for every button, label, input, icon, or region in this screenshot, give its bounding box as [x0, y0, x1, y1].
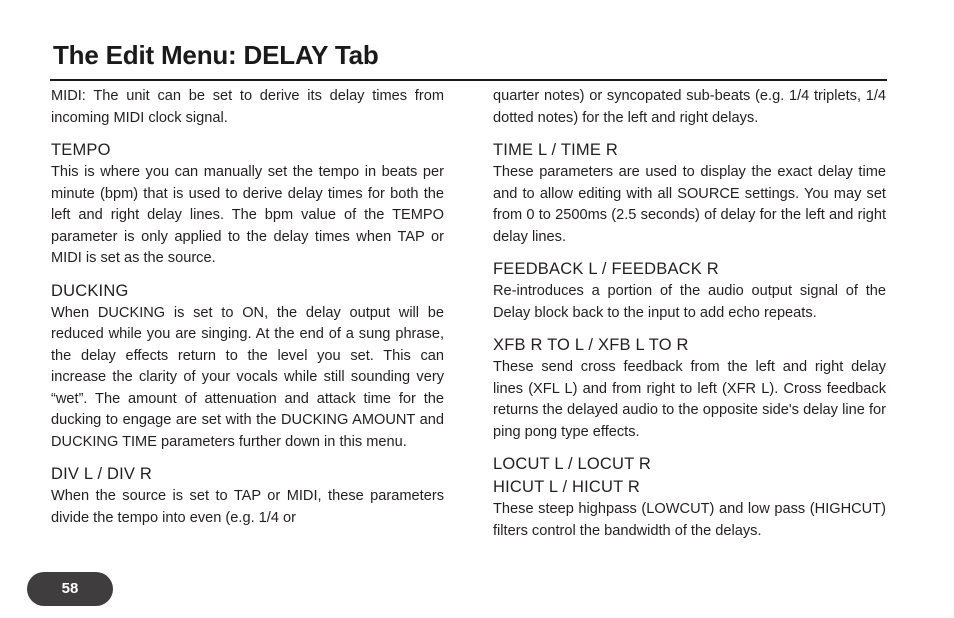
ducking-text: When DUCKING is set to ON, the delay output will be reduced while you are singing. At the end of a sung phrase, the delay effects return to the level you set. This can increase the clarity of your vocals while still sounding very “wet”. The amount of attenuation and attack time for the ducking to engage are set with the DUCKING AMOUNT and DUCKING TIME parameters further down in this menu.	[51, 304, 444, 450]
cut-filters-text: These steep highpass (LOWCUT) and low pass (HIGHCUT) filters control the bandwidth of the delays.	[493, 501, 886, 539]
ducking-heading: DUCKING	[51, 281, 129, 300]
midi-intro-text: MIDI: The unit can be set to derive its delay times from incoming MIDI clock signal.	[51, 88, 444, 126]
time-heading: TIME L / TIME R	[493, 141, 618, 159]
left-column	[51, 86, 444, 529]
xfb-text: These send cross feedback from the left and right delay lines (XFL L) and from right to left (XFR L). Cross feedback returns the delayed audio to the opposite side's delay line for ping pong type effects.	[493, 359, 886, 440]
feedback-text: Re-introduces a portion of the audio output signal of the Delay block back to the input to add echo repeats.	[493, 283, 886, 321]
tempo-heading: TEMPO	[51, 141, 111, 159]
div-text: When the source is set to TAP or MIDI, these parameters divide the tempo into even (e.g. 1/4 or	[51, 488, 444, 526]
tempo-text: This is where you can manually set the tempo in beats per minute (bpm) that is used to derive delay times for both the left and right delay lines. The bpm value of the TEMPO parameter is only applied to the delay times when TAP or MIDI is set as the source.	[51, 164, 444, 266]
right-column	[493, 86, 886, 542]
div-heading: DIV L / DIV R	[51, 465, 153, 483]
feedback-heading: FEEDBACK L / FEEDBACK R	[493, 260, 719, 278]
page-number-badge: 58	[27, 572, 113, 606]
locut-heading: LOCUT L / LOCUT R	[493, 455, 652, 473]
title-divider	[50, 79, 887, 81]
hicut-heading: HICUT L / HICUT R	[493, 478, 641, 496]
time-text: These parameters are used to display the exact delay time and to allow editing with all SOURCE settings. You may set from 0 to 2500ms (2.5 seconds) of delay for the left and right delay lines.	[493, 164, 886, 245]
xfb-heading: XFB R TO L / XFB L TO R	[493, 336, 689, 354]
page-title: The Edit Menu: DELAY Tab	[53, 40, 379, 70]
div-continuation-text: quarter notes) or syncopated sub-beats (e.g. 1/4 triplets, 1/4 dotted notes) for the left and right delays.	[493, 88, 886, 126]
